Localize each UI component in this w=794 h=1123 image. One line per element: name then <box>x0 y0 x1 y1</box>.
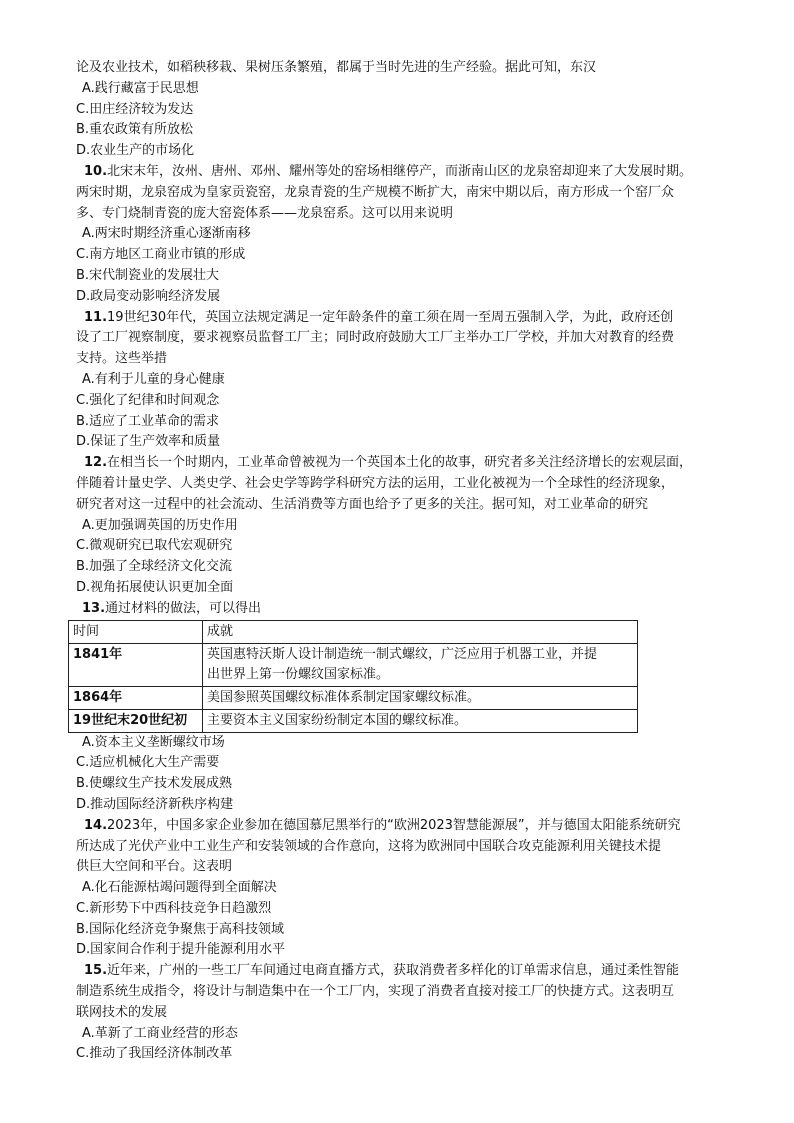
q12-stem-line-2: 伴随着计量史学、人类史学、社会史学等跨学科研究方法的运用，工业化被视为一个全球性的经济现象， <box>76 475 675 491</box>
q9-option-a[interactable]: A.践行藏富于民思想 <box>82 80 199 96</box>
q14-stem-line-1: 14.2023年，中国多家企业参加在德国慕尼黑举行的“欧洲2023智慧能源展”，并与德国太阳能系统研究 <box>84 817 681 833</box>
q14-option-b[interactable]: B.国际化经济竞争聚焦于高科技领域 <box>76 921 285 937</box>
table-header-achievement: 成就 <box>203 620 638 643</box>
q14-option-a[interactable]: A.化石能源枯竭问题得到全面解决 <box>82 880 277 896</box>
q9-option-c[interactable]: C.田庄经济较为发达 <box>76 101 194 117</box>
q12-option-a[interactable]: A.更加强调英国的历史作用 <box>82 517 238 533</box>
q15-stem-line-3: 联网技术的发展 <box>76 1004 168 1020</box>
table-cell-achievement: 英国惠特沃斯人设计制造统一制式螺纹，广泛应用于机器工业，并提 出世界上第一份螺纹国家标准。 <box>203 643 638 686</box>
q14-number: 14. <box>84 817 108 833</box>
q10-number: 10. <box>84 163 108 179</box>
q11-number: 11. <box>84 309 108 325</box>
q10-option-b[interactable]: B.宋代制瓷业的发展壮大 <box>76 267 220 283</box>
q9-stem-tail: 论及农业技术，如稻秧移栽、果树压条繁殖，都属于当时先进的生产经验。据此可知，东汉 <box>76 60 597 75</box>
q15-option-a[interactable]: A.革新了工商业经营的形态 <box>82 1025 238 1041</box>
q10-option-a[interactable]: A.两宋时期经济重心逐渐南移 <box>82 226 251 242</box>
q10-stem-line-2: 两宋时期，龙泉窑成为皇家贡瓷窑，龙泉青瓷的生产规模不断扩大，南宋中期以后，南方形成一个窑厂众 <box>76 184 675 200</box>
q14-stem-line-3: 供巨大空间和平台。这表明 <box>76 859 233 875</box>
table-cell-achievement: 美国参照英国螺纹标准体系制定国家螺纹标准。 <box>203 686 638 709</box>
q13-option-a[interactable]: A.资本主义垄断螺纹市场 <box>82 734 225 750</box>
q13-option-b[interactable]: B.使螺纹生产技术发展成熟 <box>76 776 233 792</box>
q11-stem-line-3: 支持。这些举措 <box>76 351 168 367</box>
q12-number: 12. <box>84 455 108 471</box>
q14-option-c[interactable]: C.新形势下中西科技竞争日趋激烈 <box>76 900 272 916</box>
q10-option-d[interactable]: D.政局变动影响经济发展 <box>76 288 221 304</box>
q12-option-d[interactable]: D.视角拓展使认识更加全面 <box>76 579 234 595</box>
q10-option-c[interactable]: C.南方地区工商业市镇的形成 <box>76 247 246 263</box>
q13-stem: 13.通过材料的做法，可以得出 <box>82 600 262 616</box>
q14-option-d[interactable]: D.国家间合作利于提升能源利用水平 <box>76 942 286 958</box>
q13-option-d[interactable]: D.推动国际经济新秩序构建 <box>76 796 234 812</box>
table-header-time: 时间 <box>69 620 203 643</box>
q15-number: 15. <box>84 963 108 979</box>
table-row <box>69 643 638 686</box>
q11-option-b[interactable]: B.适应了工业革命的需求 <box>76 413 220 429</box>
table-row <box>69 686 638 709</box>
q13-number: 13. <box>82 600 106 616</box>
q11-option-d[interactable]: D.保证了生产效率和质量 <box>76 434 221 450</box>
q15-option-c[interactable]: C.推动了我国经济体制改革 <box>76 1046 233 1062</box>
q10-stem-line-1: 10.北宋末年，汝州、唐州、邓州、耀州等处的窑场相继停产，而浙南山区的龙泉窑却迎来了大发展时期。 <box>84 163 693 179</box>
q11-option-c[interactable]: C.强化了纪律和时间观念 <box>76 392 220 408</box>
q15-stem-line-1: 15.近年来，广州的一些工厂车间通过电商直播方式，获取消费者多样化的订单需求信息，通过柔性智能 <box>84 963 680 979</box>
table-cell-time: 1841年 <box>69 643 203 686</box>
q12-option-b[interactable]: B.加强了全球经济文化交流 <box>76 559 233 575</box>
q9-option-b[interactable]: B.重农政策有所放松 <box>76 122 194 138</box>
q13-option-c[interactable]: C.适应机械化大生产需要 <box>76 755 220 771</box>
q15-stem-line-2: 制造系统生成指令，将设计与制造集中在一个工厂内，实现了消费者直接对接工厂的快捷方式。这表明互 <box>76 984 675 1000</box>
q12-stem-line-3: 研究者对这一过程中的社会流动、生活消费等方面也给予了更多的关注。据可知，对工业革命的研究 <box>76 496 649 512</box>
q10-stem-line-3: 多、专门烧制青瓷的庞大窑瓷体系——龙泉窑系。这可以用来说明 <box>76 205 454 221</box>
table-cell-time: 1864年 <box>69 686 203 709</box>
table-row <box>69 709 638 732</box>
q11-option-a[interactable]: A.有利于儿童的身心健康 <box>82 371 225 387</box>
q11-stem-line-2: 设了工厂视察制度，要求视察员监督工厂主；同时政府鼓励大工厂主举办工厂学校，并加大对教育的经费 <box>76 330 675 346</box>
table-header-row <box>69 620 638 643</box>
q14-stem-line-2: 所达成了光伏产业中工业生产和安装领域的合作意向，这将为欧洲同中国联合攻克能源利用关键技术提 <box>76 838 662 854</box>
q12-stem-line-1: 12.在相当长一个时期内，工业革命曾被视为一个英国本土化的故事，研究者多关注经济增长的宏观层面， <box>84 455 693 471</box>
q13-material-table <box>68 620 638 733</box>
table-cell-time: 19世纪末20世纪初 <box>69 709 203 732</box>
q12-option-c[interactable]: C.微观研究已取代宏观研究 <box>76 538 233 554</box>
exam-page <box>73 58 718 1065</box>
table-cell-achievement: 主要资本主义国家纷纷制定本国的螺纹标准。 <box>203 709 638 732</box>
q11-stem-line-1: 11.19世纪30年代，英国立法规定满足一定年龄条件的童工须在周一至周五强制入学，为此，政府还创 <box>84 309 674 325</box>
q9-option-d[interactable]: D.农业生产的市场化 <box>76 143 195 159</box>
